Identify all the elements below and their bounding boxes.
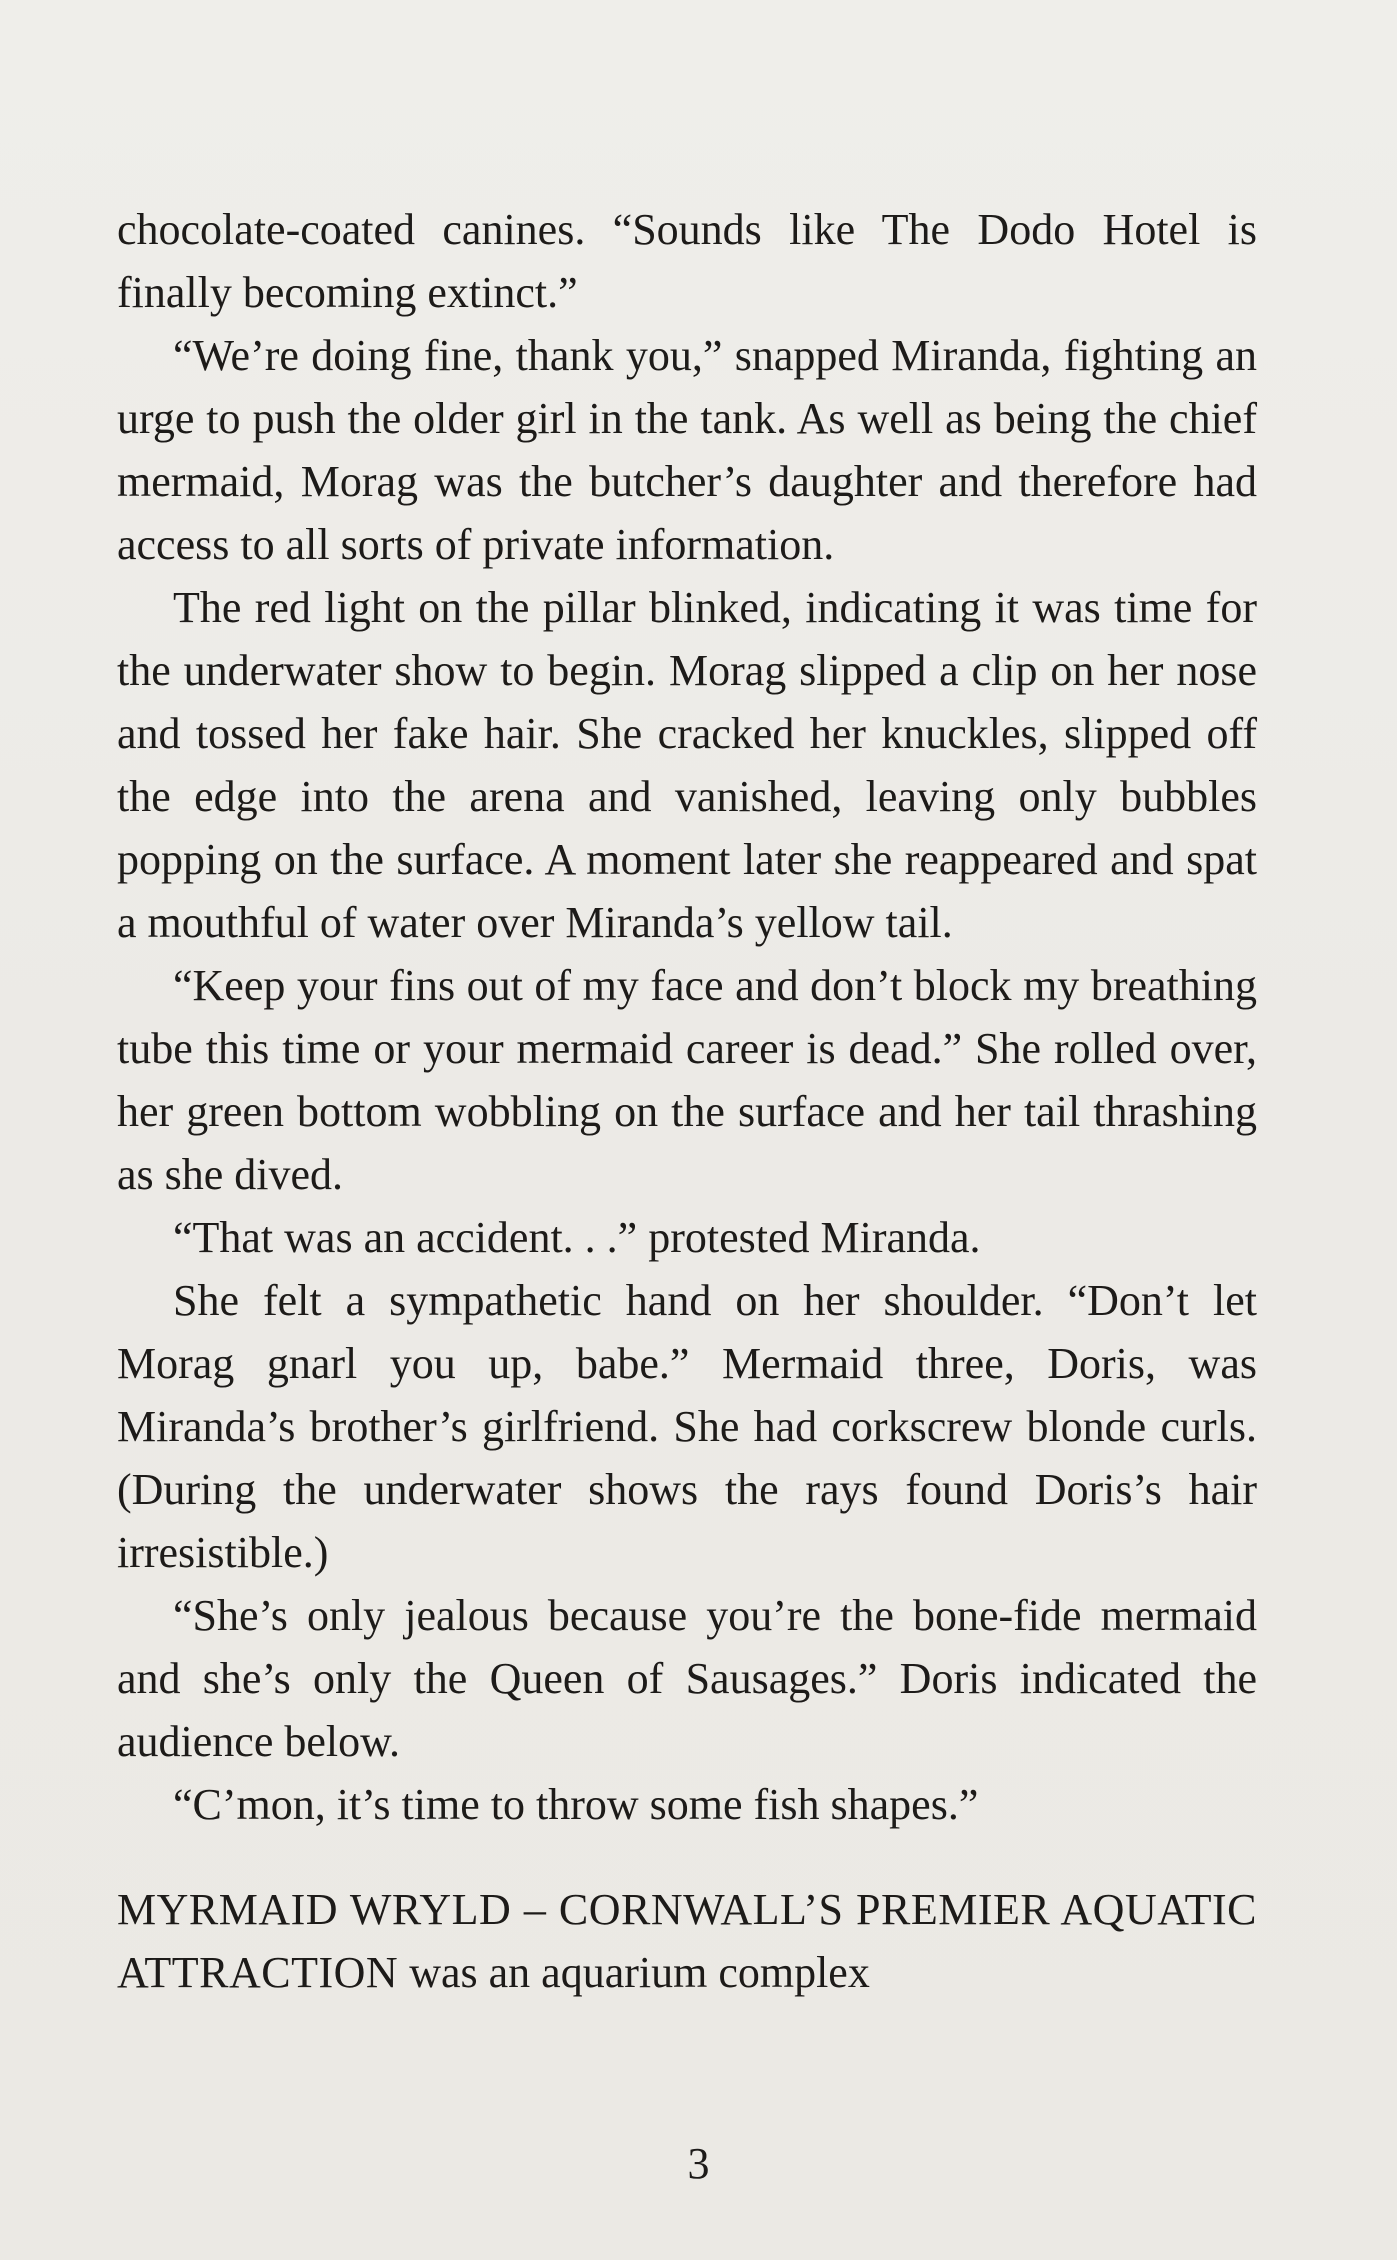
paragraph: “Keep your fins out of my face and don’t block my breathing tube this time or your mermaid career is dead.” She rolled over, her green bottom wobbling on the surface and her tail thrashing as she dived.	[117, 961, 1257, 1199]
paragraph: “That was an accident. . .” protested Miranda.	[173, 1213, 981, 1262]
paragraph: She felt a sympathetic hand on her shoulder. “Don’t let Morag gnarl you up, babe.” Mermaid three, Doris, was Miranda’s brother’s girlfriend. She had corkscrew blonde curls. (During the underwater shows the rays found Doris’s hair irresistible.)	[117, 1276, 1257, 1577]
section-opening-paragraph	[117, 1878, 1257, 2004]
page-number: 3	[687, 2139, 710, 2188]
paragraph: “We’re doing fine, thank you,” snapped Miranda, fighting an urge to push the older girl in the tank. As well as being the chief mermaid, Morag was the butcher’s daughter and therefore had access to all sorts of private information.	[117, 331, 1257, 569]
body-text	[117, 198, 1257, 2004]
section-opening-text: was an aquarium complex	[398, 1948, 870, 1997]
paragraph: “She’s only jealous because you’re the bone-fide mermaid and she’s only the Queen of Sausages.” Doris indicated the audience below.	[117, 1591, 1257, 1766]
paragraph: The red light on the pillar blinked, indicating it was time for the underwater show to begin. Morag slipped a clip on her nose and tossed her fake hair. She cracked her knuckles, slipped off the edge into the arena and vanished, leaving only bubbles popping on the surface. A moment later she reappeared and spat a mouthful of water over Miranda’s yellow tail.	[117, 583, 1257, 947]
section-opening-caps: MYRMAID WRYLD – CORNWALL’S PREMIER AQUATIC ATTRACTION	[117, 1885, 1257, 1997]
paragraph: chocolate-coated canines. “Sounds like The Dodo Hotel is finally becoming extinct.”	[117, 205, 1257, 317]
paragraph: “C’mon, it’s time to throw some fish shapes.”	[173, 1780, 979, 1829]
